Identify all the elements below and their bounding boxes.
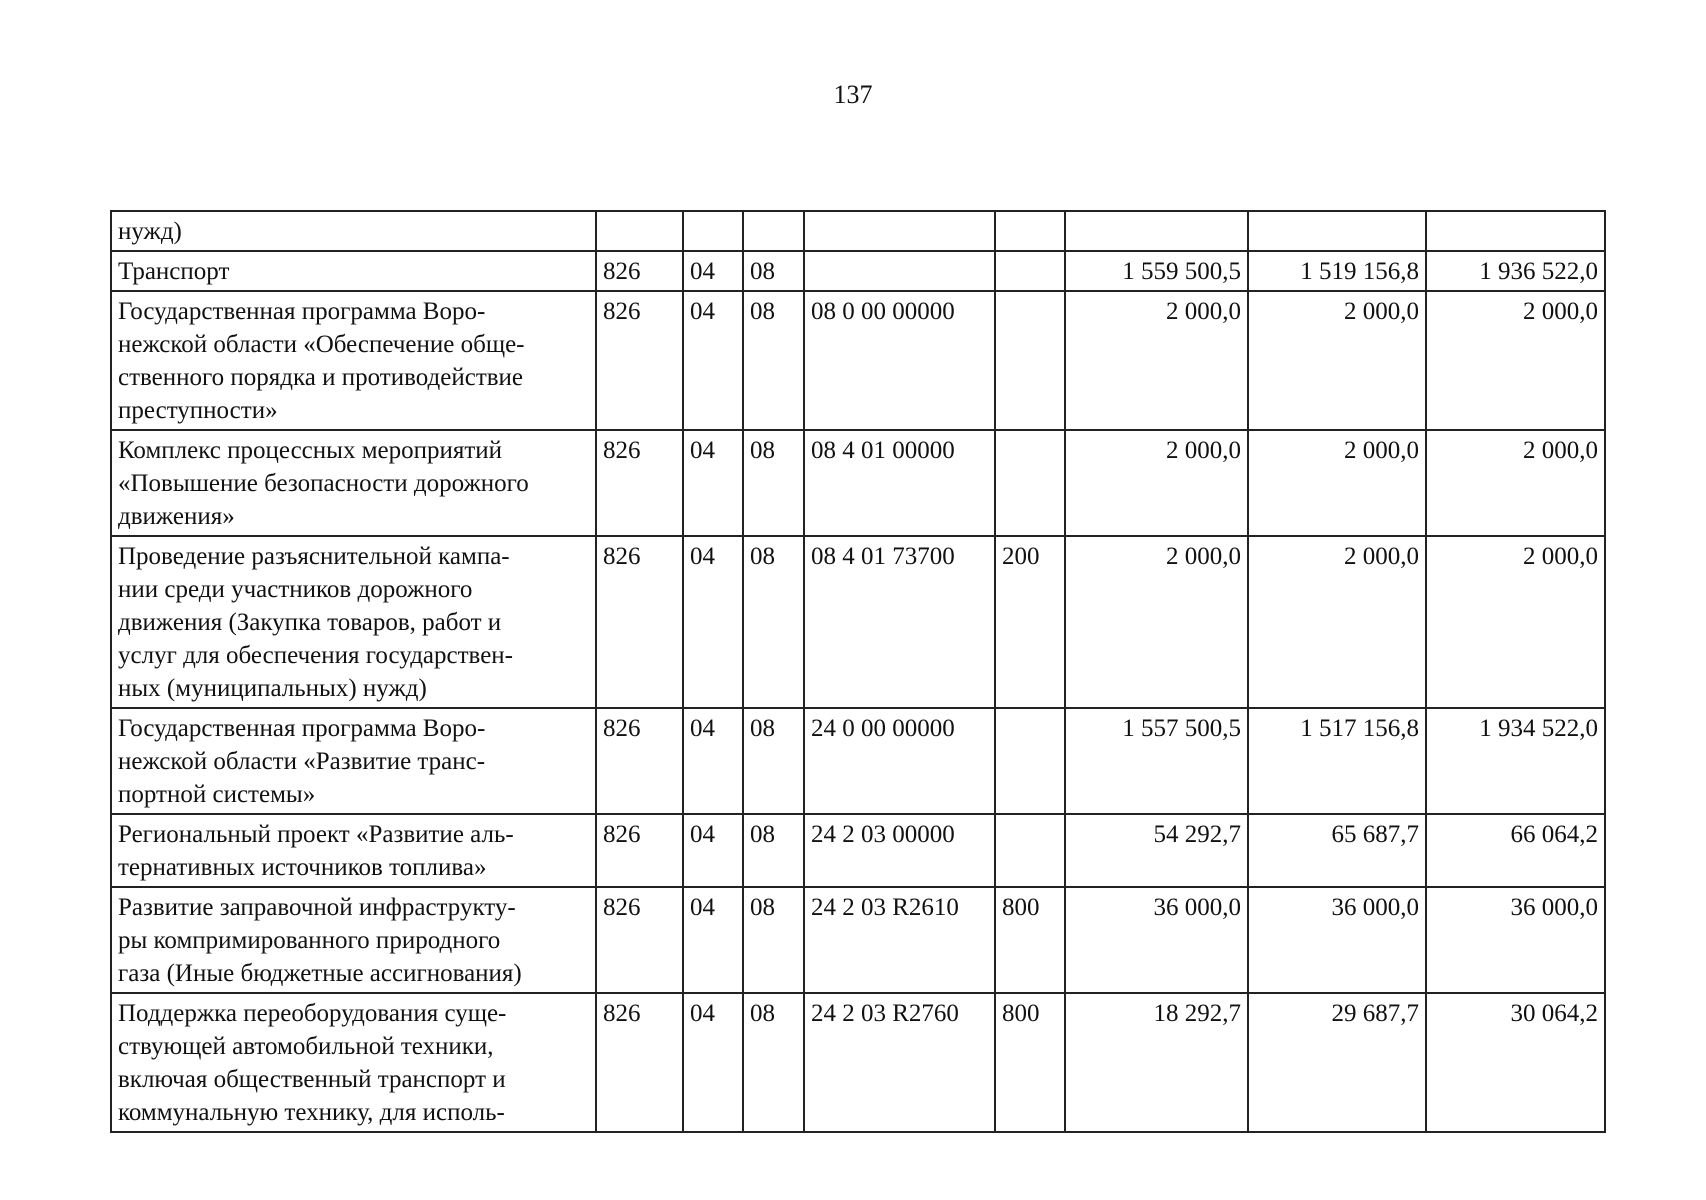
sum-year-1: 2 000,0: [1065, 536, 1248, 708]
expense-type: [995, 251, 1065, 291]
subsection-code: 08: [743, 814, 804, 887]
subsection-code: 08: [743, 291, 804, 430]
ministry-code: 826: [596, 536, 683, 708]
target-article: 24 2 03 00000: [804, 814, 995, 887]
sum-year-3: 2 000,0: [1426, 430, 1605, 536]
section-code: 04: [683, 430, 743, 536]
table-body: [111, 211, 1605, 1132]
table-row: [111, 251, 1605, 291]
ministry-code: 826: [596, 251, 683, 291]
subsection-code: [743, 211, 804, 251]
ministry-code: 826: [596, 814, 683, 887]
section-code: 04: [683, 251, 743, 291]
sum-year-1: 1 557 500,5: [1065, 708, 1248, 814]
expense-type: 800: [995, 887, 1065, 993]
ministry-code: 826: [596, 430, 683, 536]
section-code: 04: [683, 887, 743, 993]
ministry-code: 826: [596, 291, 683, 430]
sum-year-3: 30 064,2: [1426, 993, 1605, 1132]
expense-type: [995, 211, 1065, 251]
target-article: [804, 211, 995, 251]
target-article: 08 4 01 73700: [804, 536, 995, 708]
sum-year-2: 29 687,7: [1248, 993, 1426, 1132]
target-article: 24 2 03 R2610: [804, 887, 995, 993]
expense-type: [995, 814, 1065, 887]
sum-year-3: 36 000,0: [1426, 887, 1605, 993]
table-row: [111, 211, 1605, 251]
subsection-code: 08: [743, 708, 804, 814]
target-article: 24 0 00 00000: [804, 708, 995, 814]
expense-type: [995, 430, 1065, 536]
row-name: Комплекс процессных мероприятий «Повышение безопасности дорожного движения»: [111, 430, 596, 536]
expense-type: 800: [995, 993, 1065, 1132]
sum-year-1: 1 559 500,5: [1065, 251, 1248, 291]
section-code: [683, 211, 743, 251]
table-row: [111, 291, 1605, 430]
ministry-code: 826: [596, 993, 683, 1132]
table-row: [111, 887, 1605, 993]
sum-year-3: 1 936 522,0: [1426, 251, 1605, 291]
ministry-code: [596, 211, 683, 251]
sum-year-3: 2 000,0: [1426, 536, 1605, 708]
expense-type: [995, 291, 1065, 430]
sum-year-2: 2 000,0: [1248, 430, 1426, 536]
sum-year-2: 2 000,0: [1248, 536, 1426, 708]
table-row: [111, 536, 1605, 708]
ministry-code: 826: [596, 887, 683, 993]
target-article: 24 2 03 R2760: [804, 993, 995, 1132]
row-name: Региональный проект «Развитие аль- тернативных источников топлива»: [111, 814, 596, 887]
sum-year-2: 36 000,0: [1248, 887, 1426, 993]
sum-year-2: [1248, 211, 1426, 251]
sum-year-3: [1426, 211, 1605, 251]
sum-year-2: 2 000,0: [1248, 291, 1426, 430]
subsection-code: 08: [743, 430, 804, 536]
section-code: 04: [683, 291, 743, 430]
section-code: 04: [683, 993, 743, 1132]
row-name: Государственная программа Воро- нежской области «Развитие транс- портной системы»: [111, 708, 596, 814]
section-code: 04: [683, 814, 743, 887]
sum-year-3: 2 000,0: [1426, 291, 1605, 430]
target-article: [804, 251, 995, 291]
subsection-code: 08: [743, 251, 804, 291]
sum-year-2: 1 517 156,8: [1248, 708, 1426, 814]
sum-year-1: [1065, 211, 1248, 251]
table-row: [111, 814, 1605, 887]
row-name: Государственная программа Воро- нежской области «Обеспечение обще- ственного порядка и противодействие преступности»: [111, 291, 596, 430]
expense-type: 200: [995, 536, 1065, 708]
subsection-code: 08: [743, 536, 804, 708]
sum-year-1: 2 000,0: [1065, 291, 1248, 430]
sum-year-3: 66 064,2: [1426, 814, 1605, 887]
subsection-code: 08: [743, 887, 804, 993]
section-code: 04: [683, 708, 743, 814]
table-row: [111, 993, 1605, 1132]
ministry-code: 826: [596, 708, 683, 814]
row-name: нужд): [111, 211, 596, 251]
sum-year-1: 36 000,0: [1065, 887, 1248, 993]
target-article: 08 4 01 00000: [804, 430, 995, 536]
table-row: [111, 430, 1605, 536]
sum-year-1: 2 000,0: [1065, 430, 1248, 536]
subsection-code: 08: [743, 993, 804, 1132]
sum-year-1: 18 292,7: [1065, 993, 1248, 1132]
sum-year-2: 1 519 156,8: [1248, 251, 1426, 291]
row-name: Проведение разъяснительной кампа- нии среди участников дорожного движения (Закупка товаров, работ и услуг для обеспечения государствен- ных (муниципальных) нужд): [111, 536, 596, 708]
target-article: 08 0 00 00000: [804, 291, 995, 430]
table-row: [111, 708, 1605, 814]
page-number: 137: [833, 80, 873, 109]
section-code: 04: [683, 536, 743, 708]
sum-year-3: 1 934 522,0: [1426, 708, 1605, 814]
row-name: Транспорт: [111, 251, 596, 291]
row-name: Развитие заправочной инфраструкту- ры компримированного природного газа (Иные бюджетные ассигнования): [111, 887, 596, 993]
row-name: Поддержка переоборудования суще- ствующей автомобильной техники, включая общественный транспорт и коммунальную технику, для исполь-: [111, 993, 596, 1132]
budget-table: [110, 210, 1606, 1133]
sum-year-1: 54 292,7: [1065, 814, 1248, 887]
sum-year-2: 65 687,7: [1248, 814, 1426, 887]
expense-type: [995, 708, 1065, 814]
